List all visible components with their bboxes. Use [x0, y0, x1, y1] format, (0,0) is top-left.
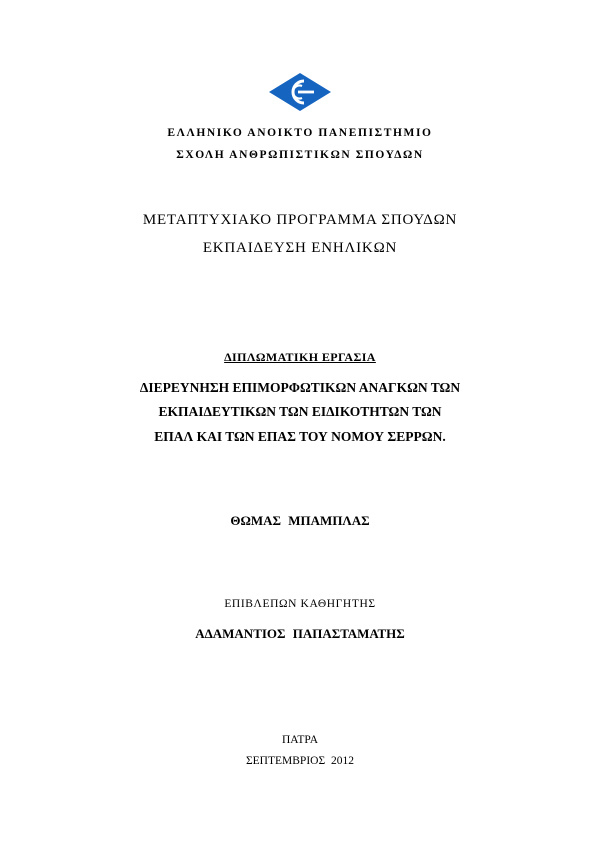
- thesis-title-line-1: ΔΙΕΡΕΥΝΗΣΗ ΕΠΙΜΟΡΦΩΤΙΚΩΝ ΑΝΑΓΚΩΝ ΤΩΝ: [139, 380, 461, 395]
- date: ΣΕΠΤΕΜΒΡΙΟΣ 2012: [245, 755, 355, 767]
- supervisor-label: ΕΠΙΒΛΕΠΩΝ ΚΑΘΗΓΗΤΗΣ: [224, 598, 376, 610]
- program-specialization: ΕΚΠΑΙΔΕΥΣΗ ΕΝΗΛΙΚΩΝ: [202, 240, 398, 256]
- thesis-title-line-2: ΕΚΠΑΙΔΕΥΤΙΚΩΝ ΤΩΝ ΕΙΔΙΚΟΤΗΤΩΝ ΤΩΝ: [158, 404, 442, 419]
- thesis-type: ΔΙΠΛΩΜΑΤΙΚΗ ΕΡΓΑΣΙΑ: [224, 350, 376, 364]
- author-name: ΘΩΜΑΣ ΜΠΑΜΠΛΑΣ: [230, 513, 370, 528]
- eap-logo-icon: [268, 72, 332, 112]
- university-name: ΕΛΛΗΝΙΚΟ ΑΝΟΙΚΤΟ ΠΑΝΕΠΙΣΤΗΜΙΟ: [167, 127, 433, 139]
- supervisor-name: ΑΔΑΜΑΝΤΙΟΣ ΠΑΠΑΣΤΑΜΑΤΗΣ: [195, 626, 405, 641]
- city: ΠΑΤΡΑ: [281, 734, 319, 746]
- school-name: ΣΧΟΛΗ ΑΝΘΡΩΠΙΣΤΙΚΩΝ ΣΠΟΥΔΩΝ: [176, 149, 424, 161]
- thesis-title-line-3: ΕΠΑΛ ΚΑΙ ΤΩΝ ΕΠΑΣ ΤΟΥ ΝΟΜΟΥ ΣΕΡΡΩΝ.: [154, 429, 446, 444]
- program-name: ΜΕΤΑΠΤΥΧΙΑΚΟ ΠΡΟΓΡΑΜΜΑ ΣΠΟΥΔΩΝ: [142, 212, 458, 228]
